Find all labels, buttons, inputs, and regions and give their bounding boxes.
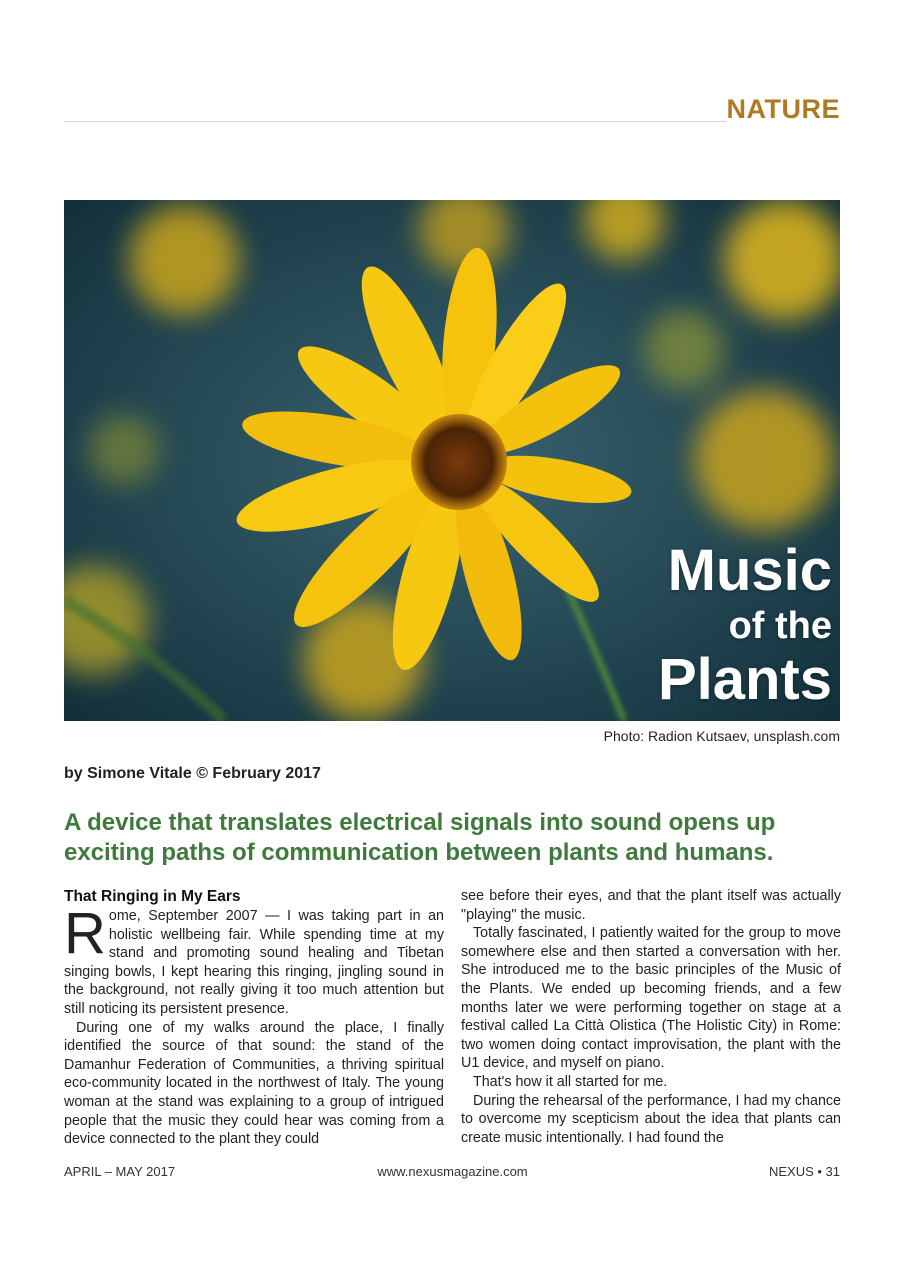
byline: by Simone Vitale © February 2017 bbox=[64, 765, 321, 782]
paragraph-5: During the rehearsal of the performance, I had my chance to overcome my scepticism about the idea that plants can create music intentionally. I had found the bbox=[461, 1092, 841, 1146]
section-label: NATURE bbox=[726, 94, 840, 124]
paragraph-2: During one of my walks around the place, I finally identified the source of that sound: the stand of the Damanhur Federation of Communities, a thriving spiritual eco-community located in the northwest of Italy. The young woman at the stand was explaining to a group of intrigued people that the music they could hear was coming from a device connected to the plant they could bbox=[64, 1019, 444, 1148]
paragraph-1 bbox=[64, 901, 444, 1019]
footer-page-number: NEXUS • 31 bbox=[768, 1164, 840, 1179]
paragraph-2-continued: see before their eyes, and that the plant itself was actually "playing" the music. bbox=[461, 888, 841, 923]
title-line-1: Music bbox=[667, 538, 832, 603]
title-line-3: Plants bbox=[657, 647, 832, 712]
sunflower-center bbox=[411, 414, 507, 510]
paragraph-1-text: ome, September 2007 — I was taking part in an holistic wellbeing fair. While spending time at my stand and promoting sound healing and Tibetan singing bowls, I kept hearing this ringing, jingling sound in the background, not really giving it too much attention but still noticing its persistent presence. bbox=[64, 908, 444, 1017]
footer-website: www.nexusmagazine.com bbox=[377, 1164, 528, 1179]
hero-photo bbox=[64, 200, 840, 721]
header-rule bbox=[64, 121, 726, 122]
drop-cap: R bbox=[64, 901, 106, 966]
article-subhead: That Ringing in My Ears bbox=[64, 888, 241, 905]
photo-credit: Photo: Radion Kutsaev, unsplash.com bbox=[603, 728, 840, 744]
paragraph-4: That's how it all started for me. bbox=[473, 1073, 668, 1090]
paragraph-3: Totally fascinated, I patiently waited for the group to move somewhere else and then started a conversation with her. She introduced me to the basic principles of the Music of the Plants. We ended up becoming friends, and a few months later we were performing together on stage at a festival called La Città Olistica (The Holistic City) in Rome: two women doing contact improvisation, the plant with the U1 device, and myself on piano. bbox=[461, 925, 841, 1072]
article-column-left bbox=[64, 887, 444, 1149]
title-line-2: of the bbox=[728, 605, 832, 647]
footer-issue-date: APRIL – MAY 2017 bbox=[64, 1164, 176, 1179]
article-column-right bbox=[461, 887, 841, 1147]
article-title bbox=[657, 538, 832, 712]
standfirst: A device that translates electrical signals into sound opens up exciting paths of communication between plants and humans. bbox=[64, 809, 776, 866]
